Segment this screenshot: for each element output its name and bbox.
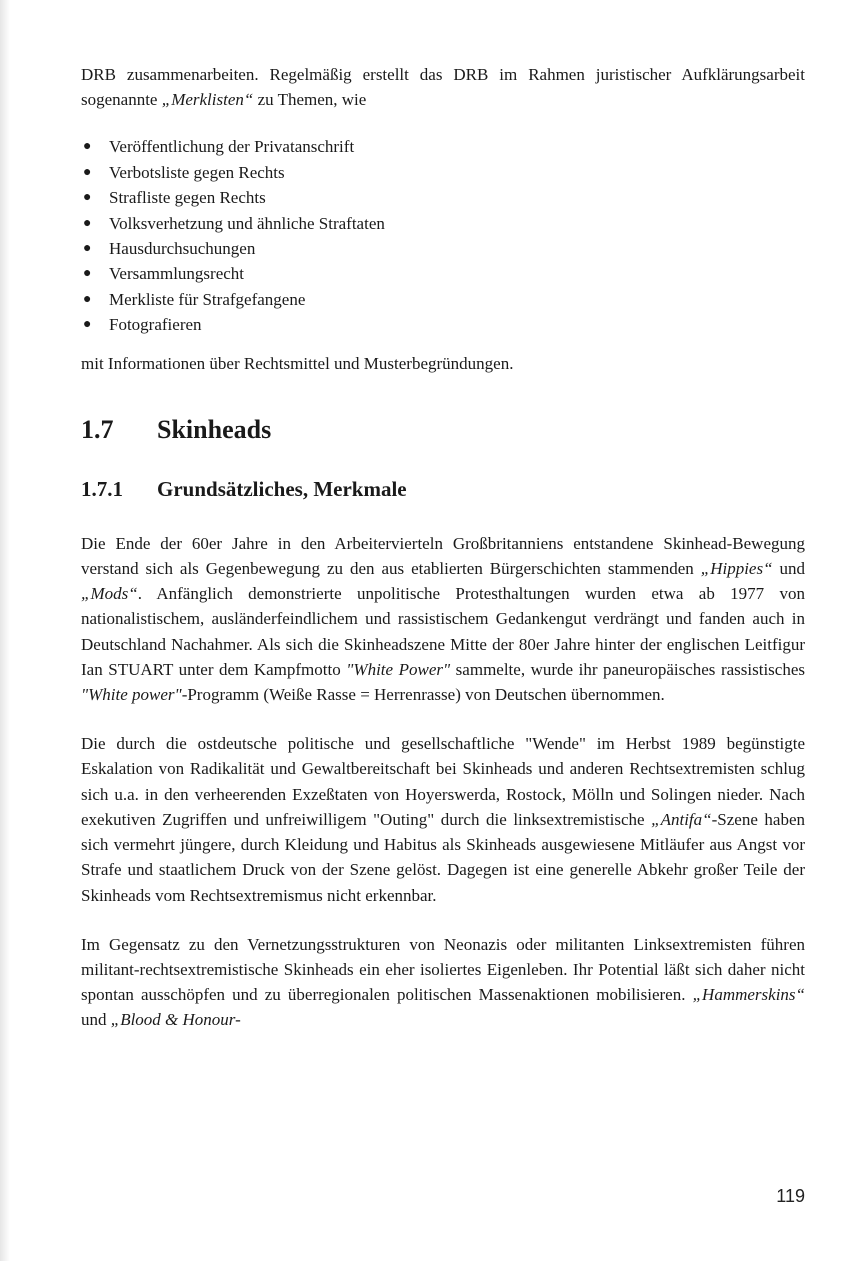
bullet-icon: ● — [83, 241, 92, 257]
bullet-icon: ● — [83, 317, 92, 333]
page-edge — [0, 0, 10, 1261]
para3-text-a: Im Gegensatz zu den Vernetzungsstrukturen von Neonazis oder militanten Linksextremisten führen militant-rechtsextremistische Skinheads ein eher isoliertes Eigenleben. Ihr Potential läßt sich daher nicht spontan ausschöpfen und zu überregionalen politischen Massenaktionen mobilisieren. — [81, 934, 805, 1005]
bullet-icon: ● — [83, 215, 92, 231]
list-item — [81, 134, 805, 159]
mods-term: „Mods“ — [81, 584, 138, 604]
page-number: 119 — [776, 1186, 805, 1206]
section-heading — [81, 413, 805, 447]
list-item — [81, 312, 805, 337]
bullet-icon: ● — [83, 164, 92, 180]
intro-text-end: zu Themen, wie — [253, 90, 367, 110]
page-body — [81, 62, 805, 1033]
list-item-label: Strafliste gegen Rechts — [109, 188, 266, 208]
para1-text-d: sammelte, wurde ihr paneuropäisches rassistisches — [450, 659, 805, 679]
merklisten-term: „Merklisten“ — [161, 90, 254, 110]
subsection-number: 1.7.1 — [81, 476, 123, 501]
bullet-icon: ● — [83, 190, 92, 206]
bullet-icon: ● — [83, 291, 92, 307]
list-item-label: Volksverhetzung und ähnliche Straftaten — [109, 213, 385, 233]
list-item — [81, 236, 805, 261]
subsection-title: Grundsätzliches, Merkmale — [157, 476, 407, 501]
list-item-label: Verbotsliste gegen Rechts — [109, 162, 285, 182]
hippies-term: „Hippies“ — [700, 559, 773, 579]
list-item — [81, 261, 805, 286]
after-list-text: mit Informationen über Rechtsmittel und Musterbegründungen. — [81, 353, 514, 373]
para1-text-a: Die Ende der 60er Jahre in den Arbeitervierteln Großbritanniens entstandene Skinhead-Bewegung verstand sich als Gegenbewegung zu den aus etablierten Bürgerschichten stammenden — [81, 533, 805, 579]
list-item — [81, 287, 805, 312]
section-title: Skinheads — [157, 414, 272, 444]
para1-text-c: . Anfänglich demonstrierte unpolitische Protesthaltungen wurden etwa ab 1977 von nationalistischem, ausländerfeindlichem und rassistischem Gedankengut verdrängt und fanden auch in Deutschland Nachahmer. Als sich die Skinheadszene Mitte der 80er Jahre hinter der englischen Leitfigur Ian STUART unter dem Kampfmotto — [81, 584, 805, 679]
paragraph-3 — [81, 932, 805, 1033]
paragraph-1 — [81, 531, 805, 707]
blood-honour-term: „Blood & Honour- — [110, 1010, 241, 1030]
list-item-label: Hausdurchsuchungen — [109, 239, 256, 259]
section-number: 1.7 — [81, 414, 114, 444]
para1-text-e: -Programm (Weiße Rasse = Herrenrasse) von Deutschen übernommen. — [181, 685, 665, 705]
topic-list — [81, 134, 805, 337]
list-item — [81, 185, 805, 210]
list-item-label: Veröffentlichung der Privatanschrift — [109, 137, 355, 157]
list-item — [81, 211, 805, 236]
white-power-term: "White Power" — [346, 659, 451, 679]
subsection-heading — [81, 475, 805, 503]
antifa-term: „Antifa“ — [651, 809, 712, 829]
list-item-label: Merkliste für Strafgefangene — [109, 289, 306, 309]
para1-text-b: und — [772, 559, 805, 579]
white-power-program-term: "White power" — [81, 685, 182, 705]
para3-text-b: und — [81, 1010, 111, 1030]
list-item-label: Versammlungsrecht — [109, 264, 245, 284]
bullet-icon: ● — [83, 266, 92, 282]
list-item — [81, 160, 805, 185]
list-item-label: Fotografieren — [109, 315, 202, 335]
para2-text-b: -Szene haben sich vermehrt jüngere, durch Kleidung und Habitus als Skinheads ausgewiesene Mitläufer aus Angst vor Strafe und staatlichem Druck von der Szene gelöst. Dagegen ist eine generelle Abkehr großer Teile der Skinheads vom Rechtsextremismus nicht erkennbar. — [81, 809, 805, 905]
bullet-icon: ● — [83, 139, 92, 155]
hammerskins-term: „Hammerskins“ — [692, 985, 805, 1005]
intro-text: DRB zusammenarbeiten. Regelmäßig erstellt das DRB im Rahmen juristischer Aufklärungsarbeit sogenannte — [81, 65, 805, 110]
intro-paragraph — [81, 62, 805, 112]
paragraph-2 — [81, 731, 805, 907]
para2-text-a: Die durch die ostdeutsche politische und gesellschaftliche "Wende" im Herbst 1989 begünstigte Eskalation von Radikalität und Gewaltbereitschaft bei Skinheads und anderen Rechtsextremisten schlug sich u.a. in den verheerenden Exzeßtaten von Hoyerswerda, Rostock, Mölln und Solingen nieder. Nach exekutiven Zugriffen und unfreiwilligem "Outing" durch die linksextremistische — [81, 734, 805, 829]
